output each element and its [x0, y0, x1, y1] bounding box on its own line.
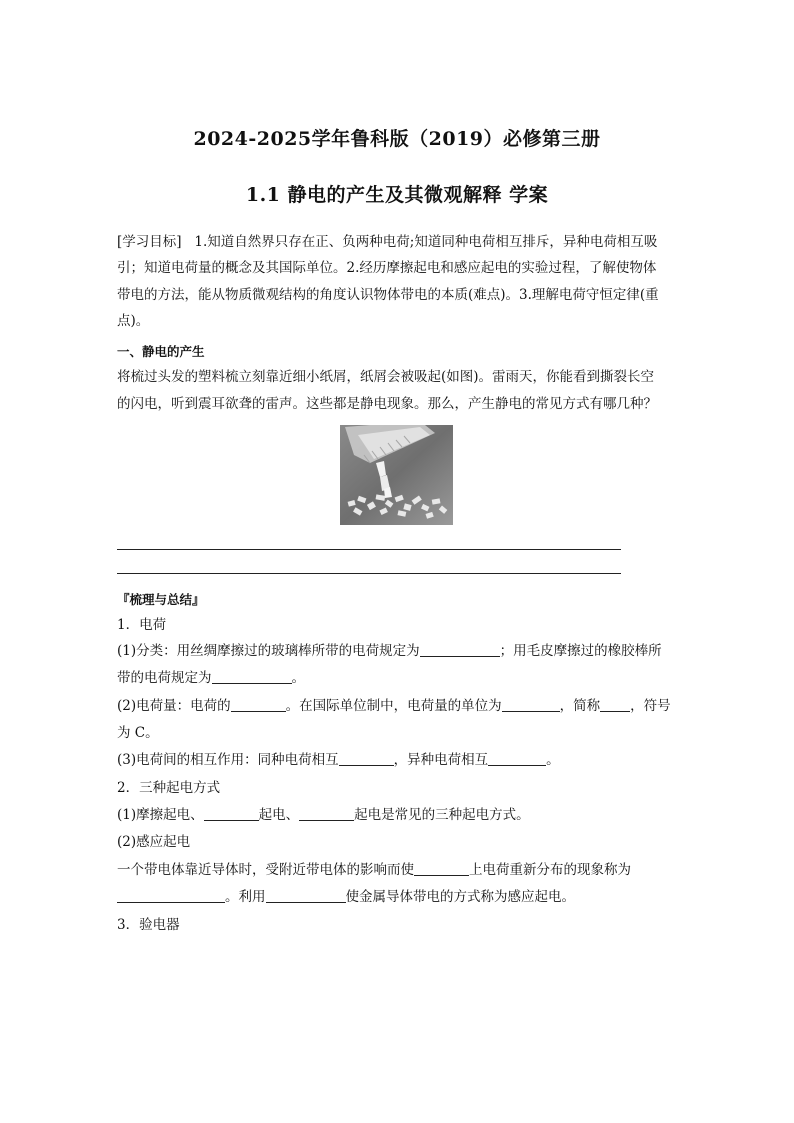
fill-blank[interactable] [204, 806, 259, 821]
induction-line-1: 一个带电体靠近导体时，受附近带电体的影响而使 上电荷重新分布的现象称为 [117, 862, 631, 878]
objectives-line-2: 引；知道电荷量的概念及其国际单位。2.经历摩擦起电和感应起电的实验过程，了解使物体 [117, 260, 657, 276]
comb-paper-figure [340, 425, 453, 525]
fill-blank[interactable] [414, 861, 469, 876]
objectives-line-3: 带电的方法，能从物质微观结构的角度认识物体带电的本质(难点)。3.理解电荷守恒定律(重 [117, 287, 659, 303]
fill-blank[interactable] [600, 697, 630, 712]
fill-blank[interactable] [117, 888, 225, 903]
fill-blank[interactable] [266, 888, 346, 903]
objectives-line-4: 点)。 [117, 313, 150, 329]
answer-line-1[interactable] [117, 549, 621, 550]
section-heading: 一、静电的产生 [117, 344, 205, 359]
document-title: 2024-2025学年鲁科版（2019）必修第三册 [193, 128, 601, 150]
fill-blank[interactable] [488, 751, 546, 766]
summary-item-1: 1．电荷 [117, 617, 167, 633]
charge-quantity-line-2: 为 C。 [117, 725, 159, 741]
charge-interaction-line: (3)电荷间的相互作用：同种电荷相互 ，异种电荷相互 。 [117, 752, 560, 768]
fill-blank[interactable] [231, 697, 286, 712]
intro-line-2: 的闪电，听到震耳欲聋的雷声。这些都是静电现象。那么，产生静电的常见方式有哪几种？ [117, 396, 657, 412]
summary-heading: 『梳理与总结』 [117, 592, 205, 607]
charge-classification-line-1: (1)分类：用丝绸摩擦过的玻璃棒所带的电荷规定为 ；用毛皮摩擦过的橡胶棒所 [117, 643, 662, 659]
summary-item-3: 3．验电器 [117, 917, 180, 933]
objectives-line-1: [学习目标] 1.知道自然界只存在正、负两种电荷;知道同种电荷相互排斥，异种电荷相互吸 [117, 234, 658, 250]
charge-quantity-line-1: (2)电荷量：电荷的 。在国际单位制中，电荷量的单位为 ，简称 ，符号 [117, 698, 671, 714]
fill-blank[interactable] [212, 669, 292, 684]
objectives-label: [学习目标] [117, 234, 182, 250]
answer-line-2[interactable] [117, 573, 621, 574]
fill-blank[interactable] [420, 642, 500, 657]
charging-methods-line: (1)摩擦起电、 起电、 起电是常见的三种起电方式。 [117, 807, 530, 823]
induction-line-2: 。利用 使金属导体带电的方式称为感应起电。 [117, 884, 679, 910]
summary-item-2: 2．三种起电方式 [117, 780, 221, 796]
document-subtitle: 1.1 静电的产生及其微观解释 学案 [245, 184, 549, 206]
fill-blank[interactable] [502, 697, 560, 712]
induction-heading: (2)感应起电 [117, 834, 191, 850]
fill-blank[interactable] [299, 806, 354, 821]
charge-classification-line-2: 带的电荷规定为 。 [117, 670, 305, 686]
fill-blank[interactable] [339, 751, 394, 766]
intro-line-1: 将梳过头发的塑料梳立刻靠近细小纸屑，纸屑会被吸起(如图)。雷雨天，你能看到撕裂长空 [117, 369, 655, 385]
